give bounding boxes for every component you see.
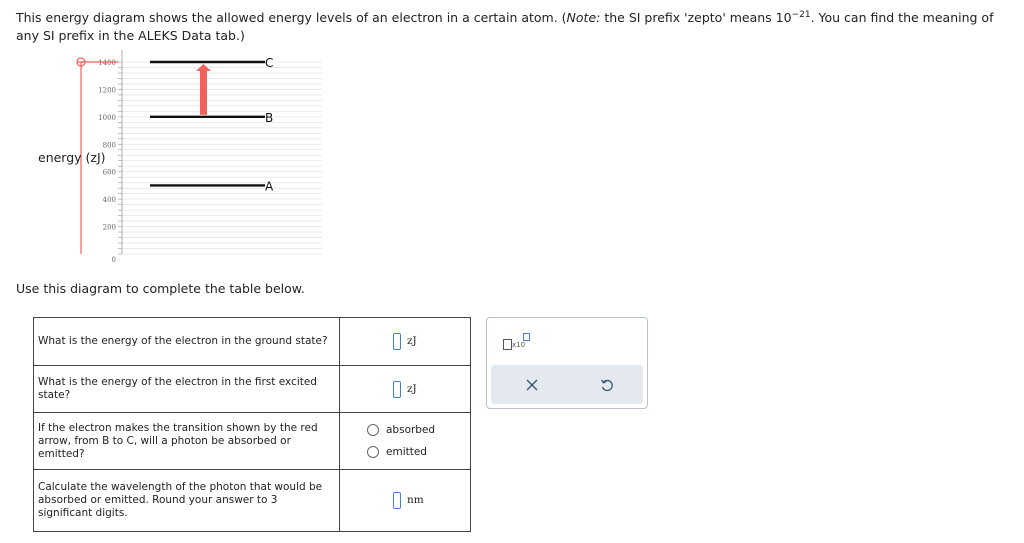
answer-tools-panel: [486, 317, 648, 409]
diagram-grid: [118, 50, 322, 254]
table-row: [34, 318, 471, 366]
question-absorbed-or-emitted: If the electron makes the transition shown by the red arrow, from B to C, will a photon be absorbed or emitted?: [34, 413, 340, 470]
intro-text-3: . You can find the meaning of any SI prefix in the ALEKS Data tab.): [16, 10, 994, 44]
question-table: [33, 317, 471, 532]
energy-diagram: [0, 0, 340, 270]
table-row: [34, 366, 471, 413]
scientific-notation-icon[interactable]: x10: [503, 330, 533, 352]
tick-label: 800: [102, 141, 116, 150]
close-icon[interactable]: [522, 375, 542, 395]
ground-state-energy-input[interactable]: [393, 333, 401, 350]
tools-toolbar: [491, 365, 643, 404]
tick-label: 600: [102, 168, 116, 177]
table-row: [34, 470, 471, 532]
tick-label: 1000: [98, 113, 116, 122]
table-row: [34, 413, 471, 470]
wavelength-input[interactable]: [393, 492, 401, 509]
undo-icon[interactable]: [597, 375, 617, 395]
emitted-option[interactable]: [367, 441, 470, 463]
energy-axis-label: energy (zJ): [38, 150, 106, 165]
tick-label: 200: [102, 223, 116, 232]
energy-level-label-A: A: [265, 179, 274, 194]
absorbed-option[interactable]: [367, 419, 470, 441]
intro-text-1: This energy diagram shows the allowed energy levels of an electron in a certain atom. (: [16, 10, 567, 26]
note-label: Note:: [566, 10, 601, 26]
unit-label: zJ: [407, 382, 417, 395]
first-excited-energy-input[interactable]: [393, 381, 401, 398]
instruction-text: Use this diagram to complete the table below.: [16, 281, 305, 296]
tick-label: 1400: [98, 59, 116, 67]
radio-button[interactable]: [367, 446, 379, 458]
absorbed-label: absorbed: [386, 423, 436, 436]
question-wavelength: Calculate the wavelength of the photon that would be absorbed or emitted. Round your answer to 3 significant digits.: [34, 470, 340, 532]
energy-level-label-B: B: [265, 110, 274, 125]
unit-label: zJ: [407, 335, 417, 347]
tick-label: 400: [102, 196, 116, 205]
tick-label: 1200: [98, 86, 116, 95]
arrow-shaft: [200, 70, 207, 115]
radio-button[interactable]: [367, 424, 379, 436]
question-ground-state: What is the energy of the electron in the ground state?: [34, 318, 340, 366]
tick-label: 0: [111, 256, 116, 264]
zepto-power: $10^{-21}$: [775, 10, 811, 26]
question-first-excited-state: What is the energy of the electron in the first excited state?: [34, 366, 340, 413]
emitted-label: emitted: [386, 445, 427, 458]
energy-level-label-C: C: [265, 56, 274, 70]
unit-label: nm: [407, 494, 424, 506]
energy-levels: [150, 56, 274, 193]
intro-text-2: the SI prefix 'zepto' means: [600, 10, 776, 26]
